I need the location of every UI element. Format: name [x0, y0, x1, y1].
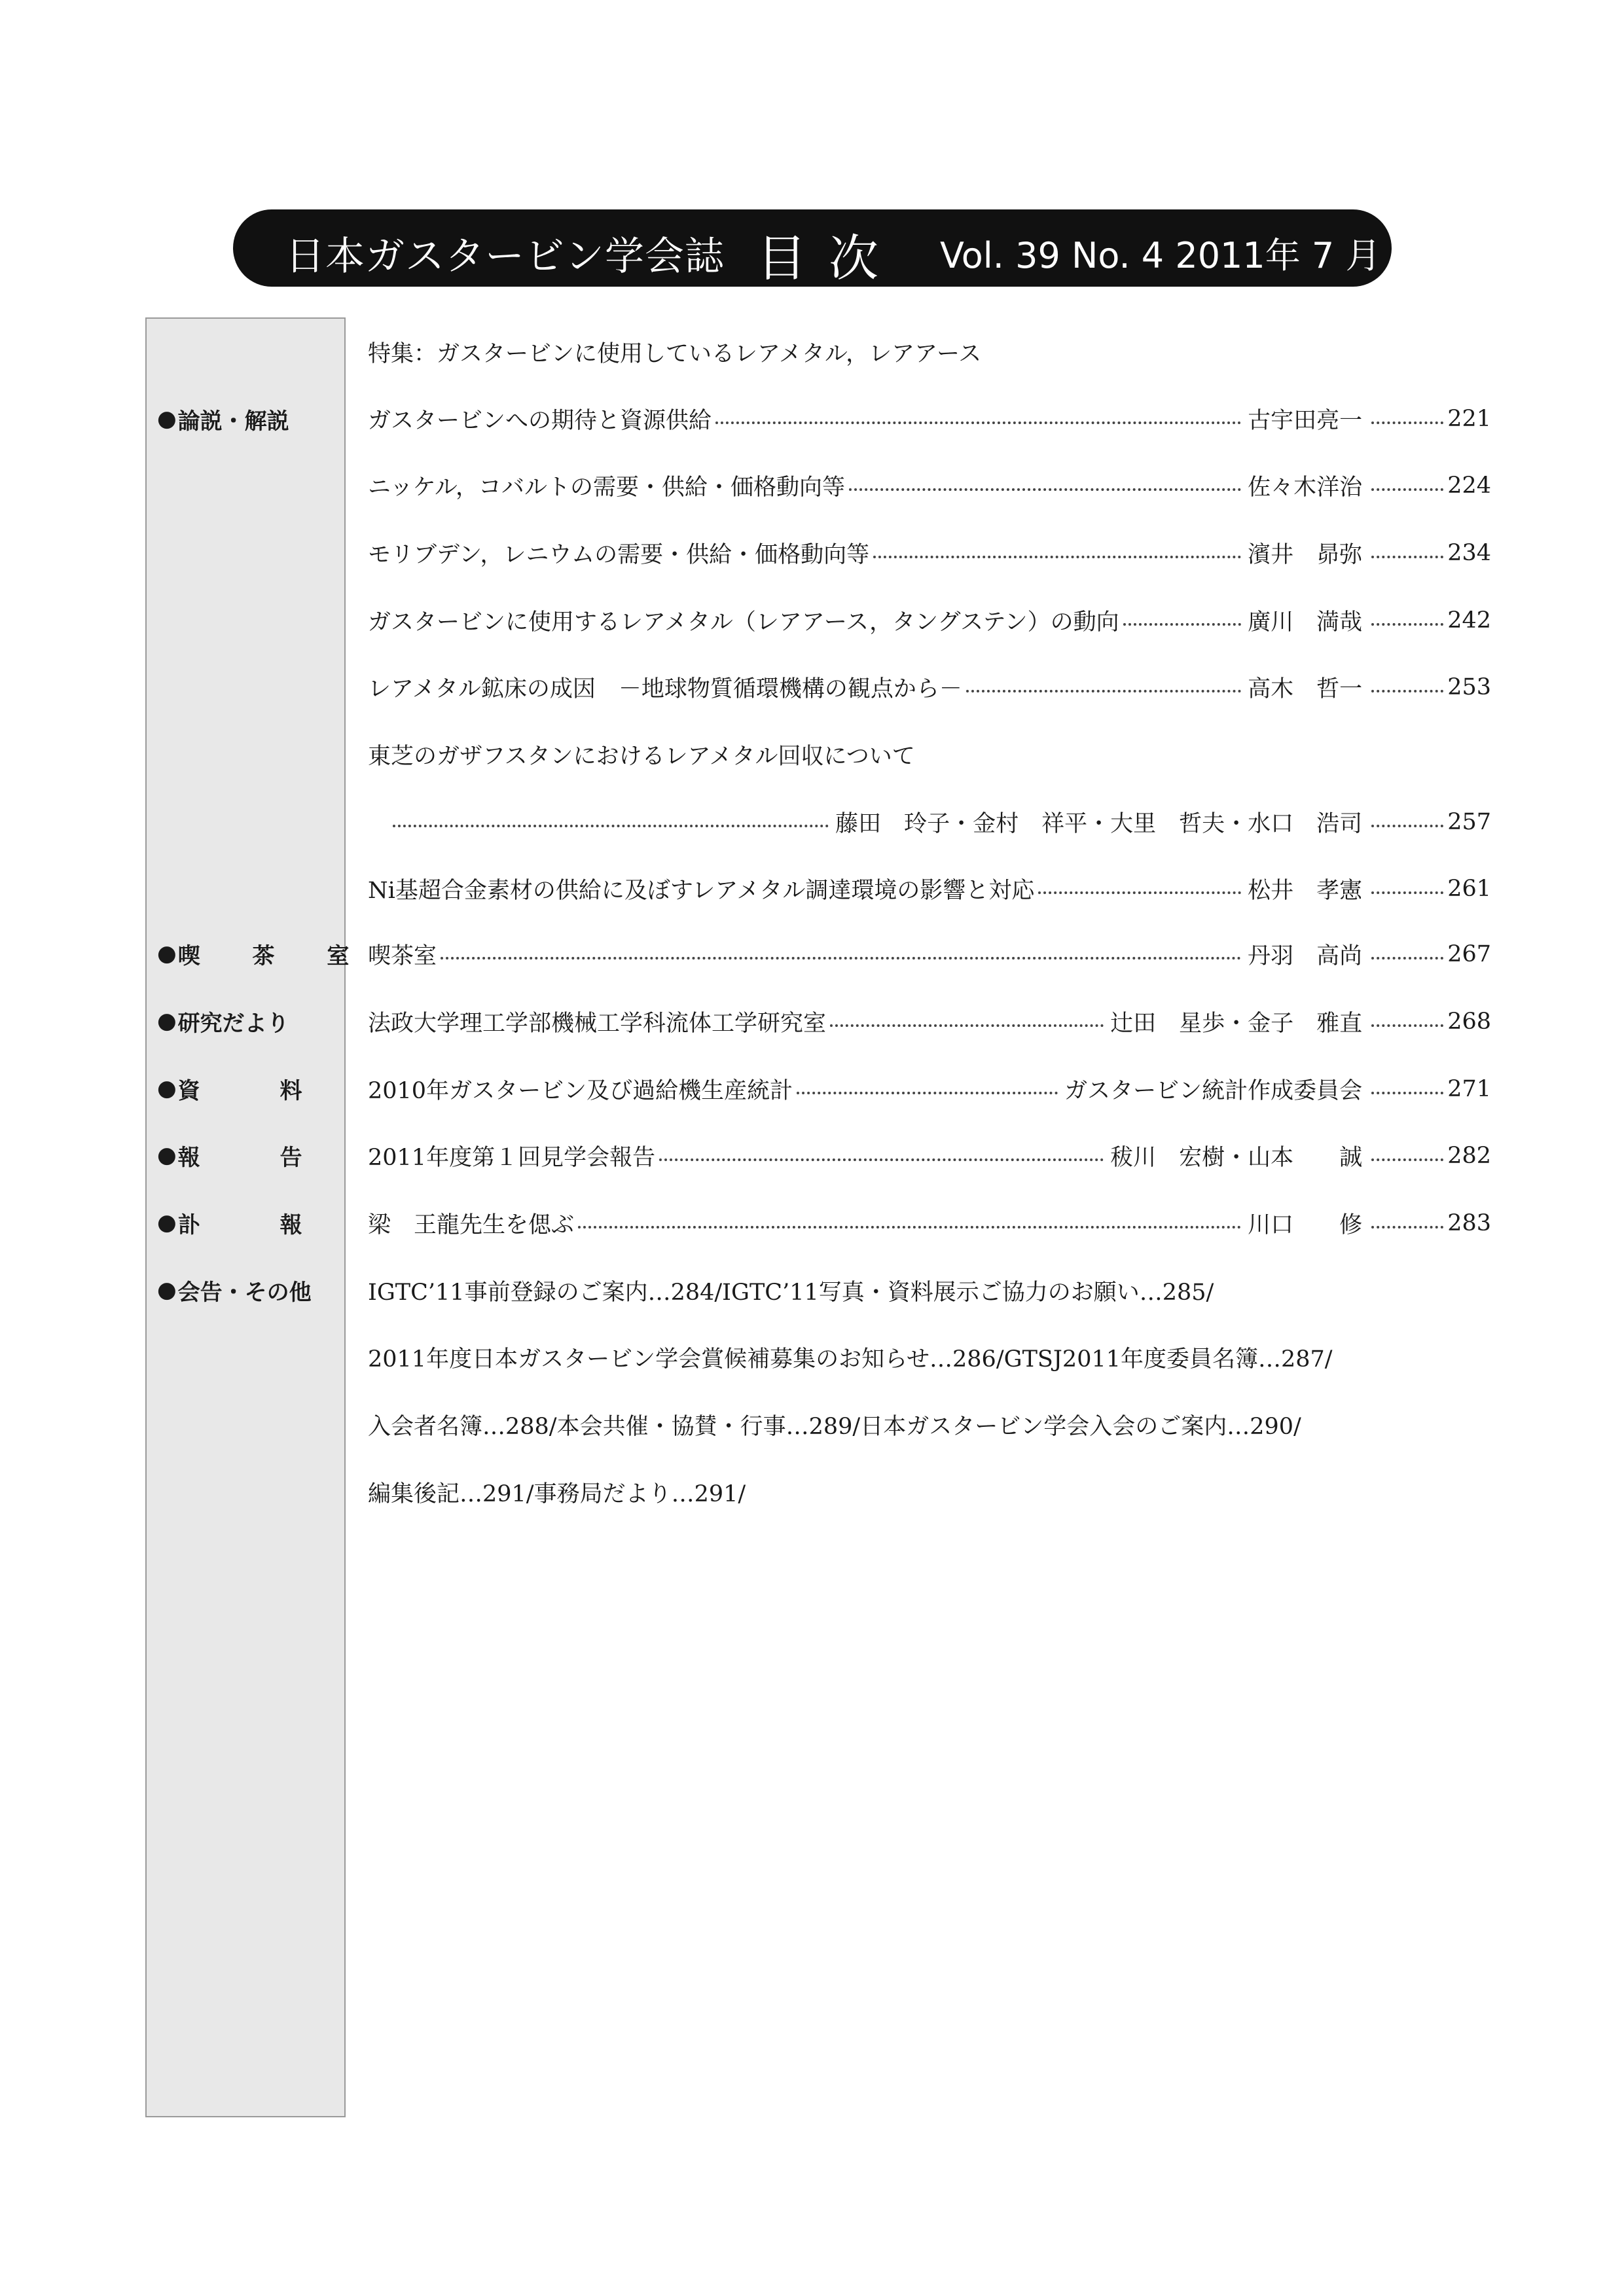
entry-page: 234 [1447, 540, 1491, 566]
dot-leader [797, 1092, 1058, 1094]
entry-title: 2011年度第１回見学会報告 [368, 1145, 656, 1171]
entry-title: ガスタービンへの期待と資源供給 [368, 408, 712, 434]
entry-author: 濱井 昴弥 [1248, 542, 1363, 568]
entry-author: 辻田 星歩・金子 雅直 [1110, 1011, 1363, 1037]
section-label-ronsetsu: ● 論説・解説 [157, 406, 289, 435]
entry-author: 古宇田亮一 [1248, 408, 1363, 434]
notice-line: 編集後記…291/事務局だより…291/ [368, 1481, 746, 1507]
entry-page: 257 [1447, 809, 1491, 835]
entry-title: Ni基超合金素材の供給に及ぼすレアメタル調達環境の影響と対応 [368, 878, 1035, 904]
bullet-icon: ● [157, 941, 177, 967]
dot-leader [1371, 1158, 1443, 1161]
section-label-kissa: ● 喫 茶 室 [157, 941, 372, 969]
entry-title: 2010年ガスタービン及び過給機生産統計 [368, 1078, 793, 1104]
toc-entry[interactable] [368, 1205, 1491, 1242]
bullet-icon: ● [157, 1277, 177, 1303]
entry-title: 法政大学理工学部機械工学科流体工学研究室 [368, 1011, 827, 1037]
entry-author: 藤田 玲子・金村 祥平・大里 哲夫・水口 浩司 [835, 811, 1363, 837]
entry-title: レアメタル鉱床の成因 －地球物質循環機構の観点から－ [368, 676, 962, 702]
dot-leader [441, 957, 1241, 960]
entry-author: 廣川 満哉 [1248, 609, 1363, 636]
dot-leader [1371, 891, 1443, 894]
toc-entry[interactable] [368, 1071, 1491, 1107]
entry-page: 221 [1447, 406, 1491, 432]
toc-entry[interactable] [368, 602, 1491, 639]
section-label-fuho: ● 訃 報 [157, 1210, 302, 1238]
toc-entry[interactable] [368, 669, 1491, 706]
dot-leader [659, 1158, 1104, 1161]
toc-entry[interactable] [368, 1138, 1491, 1174]
entry-title: モリブデン，レニウムの需要・供給・価格動向等 [368, 542, 870, 568]
dot-leader [1371, 488, 1443, 491]
entry-page: 253 [1447, 674, 1491, 700]
dot-leader [1123, 623, 1242, 626]
dot-leader [393, 825, 829, 827]
dot-leader [1371, 1226, 1443, 1229]
dot-leader [830, 1024, 1104, 1027]
toc-entry[interactable] [368, 1003, 1491, 1040]
toc-entry-title-line[interactable] [368, 736, 1491, 773]
toc-heading: 目次 [757, 229, 901, 287]
entry-page: 268 [1447, 1009, 1491, 1035]
dot-leader [849, 488, 1241, 491]
dot-leader [1371, 623, 1443, 626]
journal-name: 日本ガスタービン学会誌 [285, 234, 725, 279]
entry-page: 261 [1447, 876, 1491, 902]
dot-leader [1371, 825, 1443, 827]
dot-leader [578, 1226, 1241, 1229]
toc-entry[interactable] [368, 936, 1491, 973]
dot-leader [1038, 891, 1241, 894]
section-label-kaikoku: ● 会告・その他 [157, 1277, 312, 1306]
bullet-icon: ● [157, 1142, 177, 1168]
notice-line: 入会者名簿…288/本会共催・協賛・行事…289/日本ガスタービン学会入会のご案内…290/ [368, 1414, 1301, 1440]
toc-banner [233, 209, 1392, 287]
notice-line: IGTC’11事前登録のご案内…284/IGTC’11写真・資料展示ご協力のお願い…285/ [368, 1280, 1214, 1306]
entry-page: 271 [1447, 1076, 1491, 1102]
notice-line: 2011年度日本ガスタービン学会賞候補募集のお知らせ…286/GTSJ2011年度委員名簿…287/ [368, 1346, 1333, 1372]
bullet-icon: ● [157, 1075, 177, 1102]
dot-leader [715, 422, 1241, 424]
entry-author: ガスタービン統計作成委員会 [1064, 1078, 1363, 1104]
bullet-icon: ● [157, 1210, 177, 1236]
dot-leader [1371, 690, 1443, 692]
entry-title: 東芝のガザフスタンにおけるレアメタル回収について [368, 744, 915, 770]
toc-entry-author-line[interactable] [393, 804, 1491, 840]
entry-page: 267 [1447, 941, 1491, 967]
dot-leader [1371, 422, 1443, 424]
section-label-kenkyu: ● 研究だより [157, 1008, 289, 1037]
special-feature-title: 特集：ガスタービンに使用しているレアメタル，レアアース [368, 341, 982, 367]
entry-page: 242 [1447, 607, 1491, 634]
section-label-shiryo: ● 資 料 [157, 1075, 302, 1104]
toc-entry[interactable] [368, 401, 1491, 437]
entry-author: 高木 哲一 [1248, 676, 1363, 702]
dot-leader [1371, 957, 1443, 960]
entry-author: 川口 修 [1248, 1212, 1363, 1238]
entry-author: 佐々木洋治 [1248, 475, 1363, 501]
dot-leader [1371, 556, 1443, 558]
entry-title: 梁 王龍先生を偲ぶ [368, 1212, 575, 1238]
dot-leader [1371, 1092, 1443, 1094]
entry-title: 喫茶室 [368, 943, 437, 969]
entry-author: 秡川 宏樹・山本 誠 [1110, 1145, 1363, 1171]
toc-entry[interactable] [368, 467, 1491, 504]
entry-title: ガスタービンに使用するレアメタル（レアアース，タングステン）の動向 [368, 609, 1119, 636]
entry-author: 松井 孝憲 [1248, 878, 1363, 904]
volume-info: Vol. 39 No. 4 2011年 7 月 [940, 235, 1381, 276]
entry-author: 丹羽 高尚 [1248, 943, 1363, 969]
dot-leader [966, 690, 1241, 692]
dot-leader [1371, 1024, 1443, 1027]
dot-leader [873, 556, 1241, 558]
bullet-icon: ● [157, 1008, 177, 1034]
entry-title: ニッケル，コバルトの需要・供給・価格動向等 [368, 475, 846, 501]
entry-page: 283 [1447, 1210, 1491, 1236]
toc-entry[interactable] [368, 870, 1491, 907]
bullet-icon: ● [157, 406, 177, 432]
entry-page: 282 [1447, 1143, 1491, 1169]
entry-page: 224 [1447, 473, 1491, 499]
toc-entry[interactable] [368, 535, 1491, 571]
section-label-hokoku: ● 報 告 [157, 1142, 302, 1171]
